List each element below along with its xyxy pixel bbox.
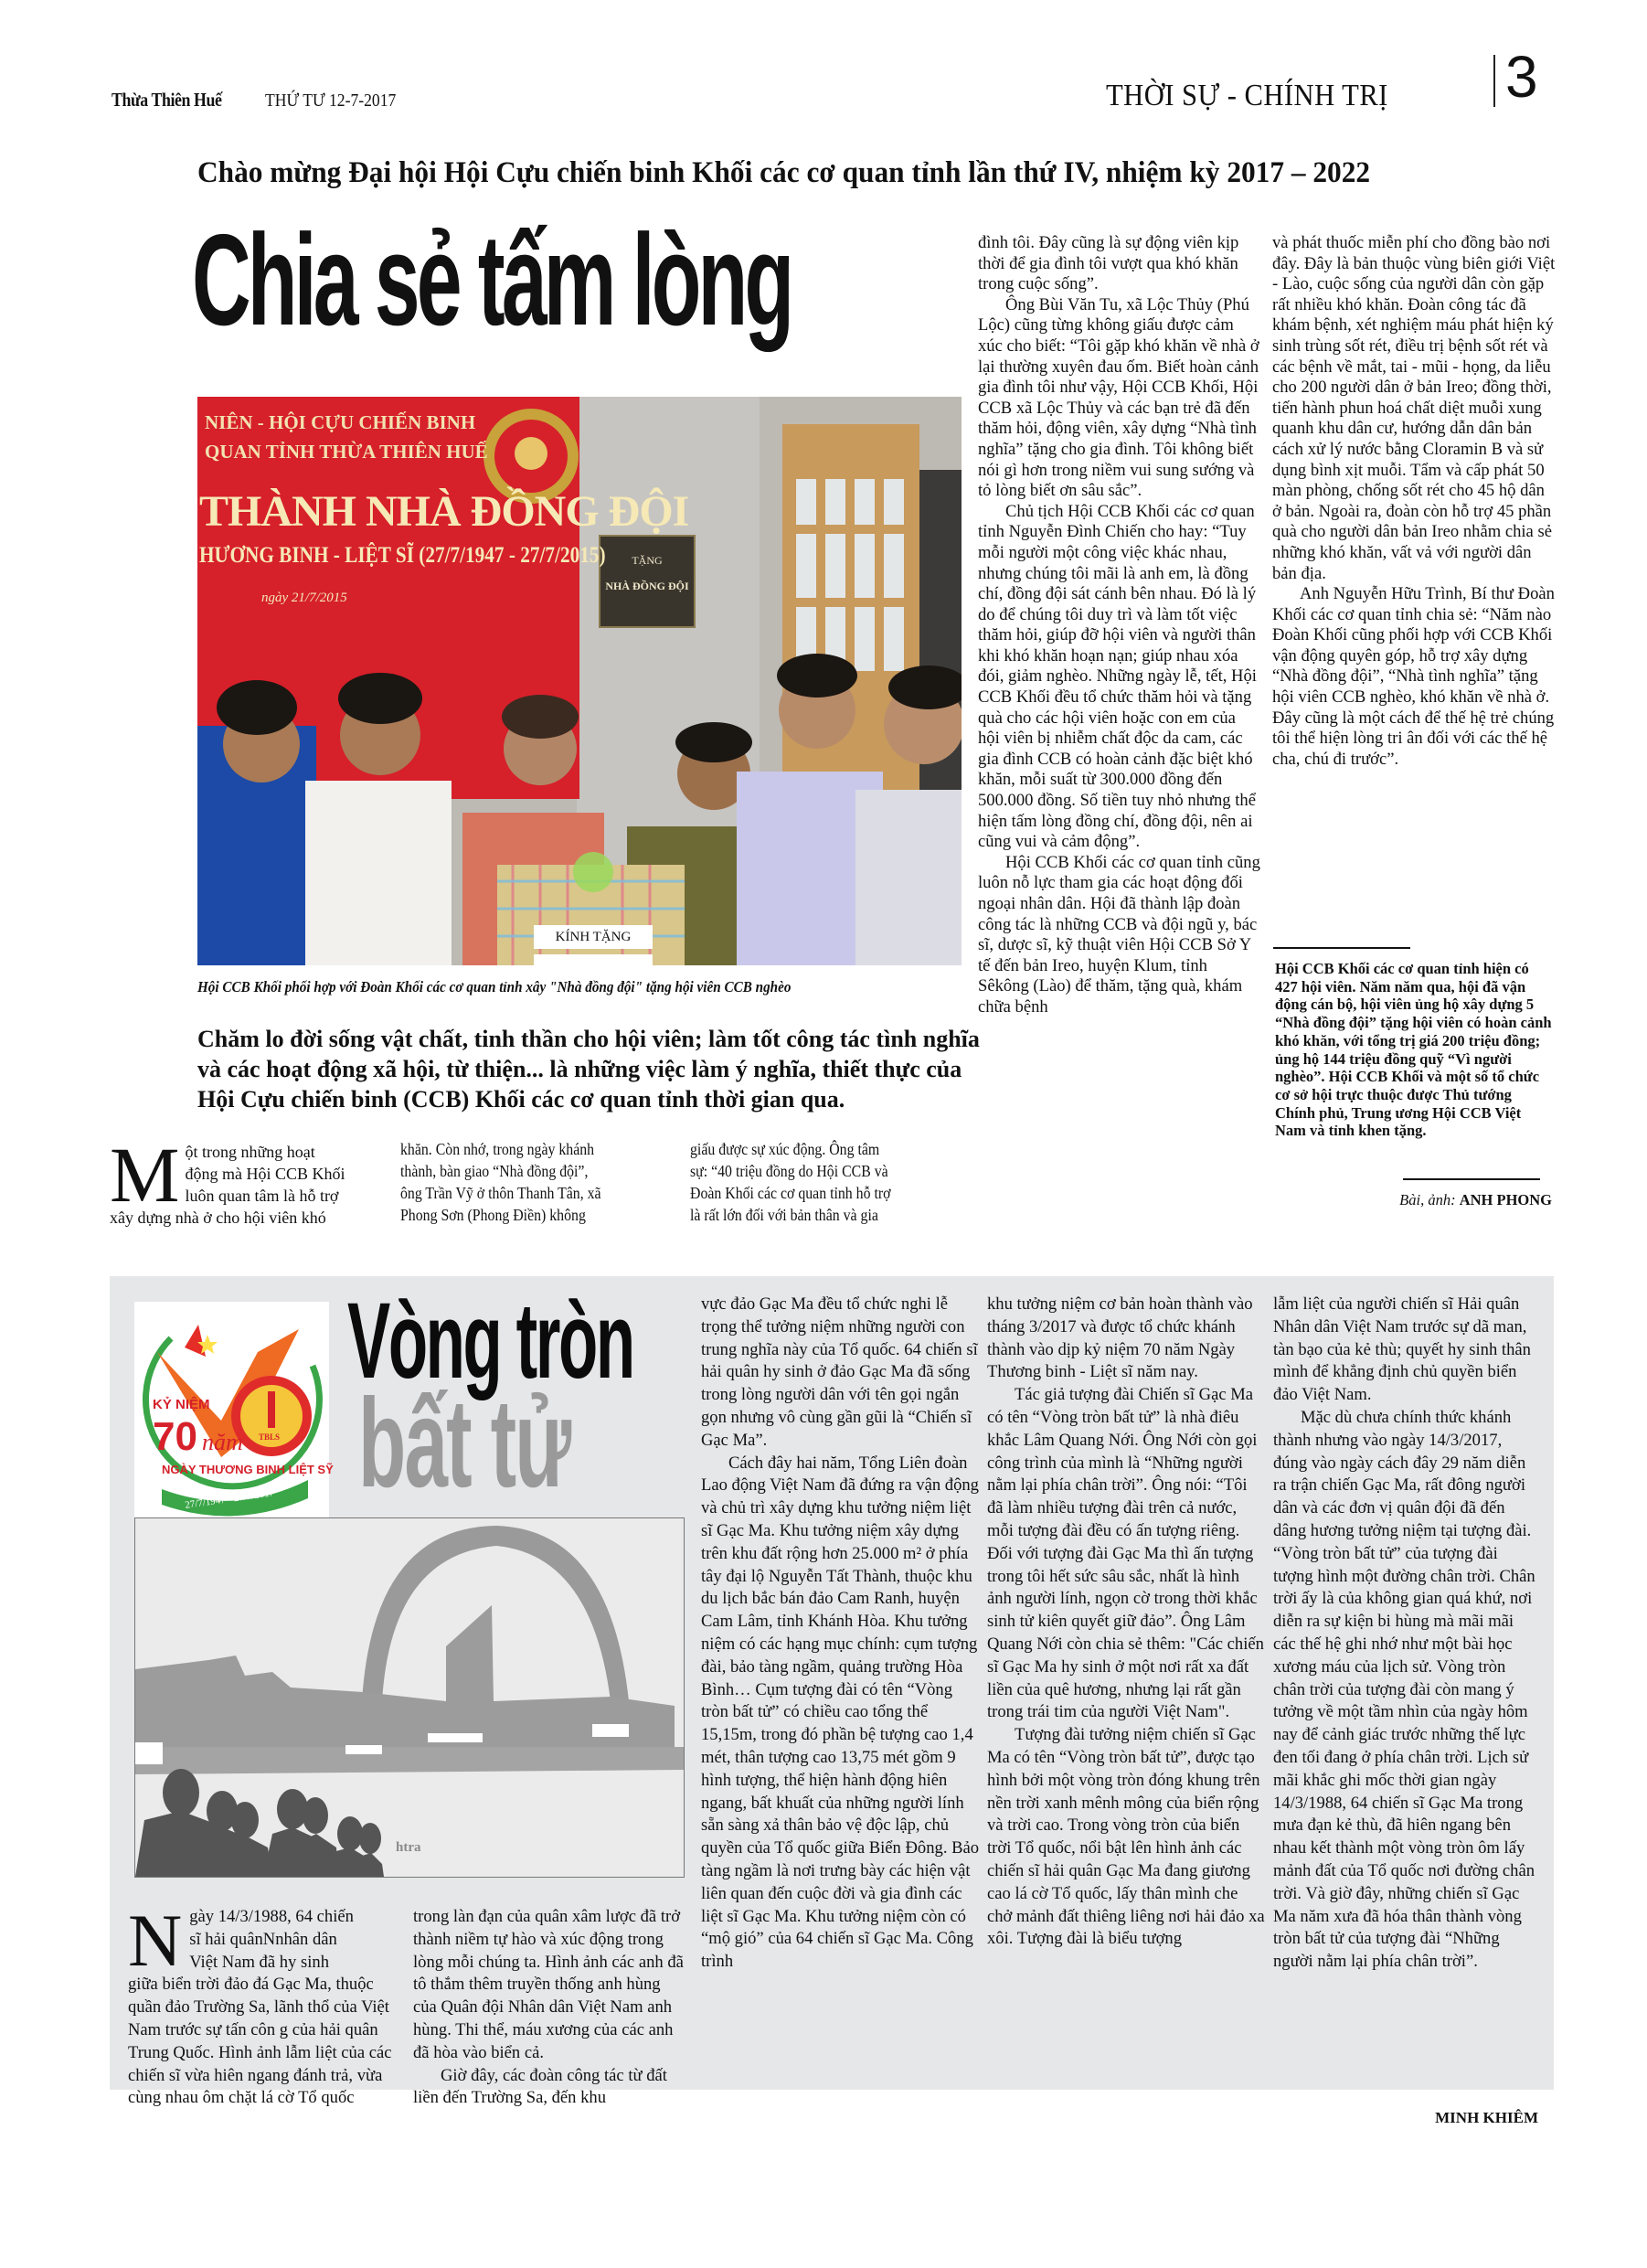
paragraph: trong làn đạn của quân xâm lược đã trở thành niềm tự hào và xúc động trong lòng mỗi chúng ta. Hình ảnh các anh đã tô thắm thêm truyền thống anh hùng của Quân đội Nhân dân Việt Nam anh hùng. Thi thể, máu xương của các anh đã hòa vào biển cả. (413, 1907, 684, 2062)
plaque-main: NHÀ ĐỒNG ĐỘI (605, 580, 689, 592)
article1-body-col1 (110, 1131, 411, 1229)
logo-dates: 27/7/1947 - 27/7/2017 (184, 1487, 275, 1511)
logo-line1: KỶ NIỆM (153, 1397, 210, 1412)
body-line: Đoàn Khối các cơ quan tỉnh hỗ trợ (690, 1184, 891, 1202)
article2-column-1 (128, 1899, 402, 2110)
paragraph: Chủ tịch Hội CCB Khối các cơ quan tỉnh Nguyễn Đình Chiến cho hay: “Tuy mỗi người một công việc khác nhau, nhưng chúng tôi mãi là anh em, là đồng chí, đồng đội sát cánh bên nhau. Đó là lý do để chúng tôi duy trì và làm tốt việc thăm hỏi, giúp đỡ hội viên và người thân khi khó khăn hoạn nạn; giúp nhau xóa đói, giảm nghèo. Những ngày lễ, tết, Hội CCB Khối đều tổ chức thăm hỏi và tặng quà cho các hội viên hoặc con em của hội viên bị nhiễm chất độc da cam, các gia đình CCB có hoàn cảnh đặc biệt khó khăn, mỗi suất từ 300.000 đồng đến 500.000 đồng. Số tiền tuy nhỏ nhưng thể hiện tấm lòng đồng chí, đồng đội, nên ai cũng vui và cảm động”. (978, 501, 1257, 852)
paragraph: lẫm liệt của người chiến sĩ Hải quân Nhân dân Việt Nam trước sự dã man, tàn bạo của kẻ thù; quyết hy sinh thân mình để khẳng định chủ quyền biển đảo Việt Nam. (1273, 1294, 1531, 1405)
plaque-top: TẶNG (632, 554, 663, 567)
article2-column-5 (1273, 1294, 1538, 1974)
article2-column-2 (413, 1906, 687, 2110)
article1-kicker: Chào mừng Đại hội Hội Cựu chiến binh Khối các cơ quan tỉnh lần thứ IV, nhiệm kỳ 2017 – 2022 (197, 156, 1371, 189)
article2-headline-line1: Vòng tròn (347, 1281, 633, 1401)
byline-label: Bài, ảnh: (1399, 1191, 1460, 1209)
section-title: THỜI SỰ - CHÍNH TRỊ (1106, 79, 1388, 112)
banner-line-2: QUAN TỈNH THỪA THIÊN HUẾ (205, 441, 488, 463)
gift-label: KÍNH TẶNG (534, 925, 653, 949)
article1-body-col3 (690, 1138, 891, 1226)
masthead: Thừa Thiên Huế (112, 89, 222, 111)
article1-column-a (978, 233, 1261, 1018)
article1-body-col2 (400, 1138, 601, 1226)
illustration-signature: htra (396, 1840, 421, 1855)
banner-date: ngày 21/7/2015 (261, 591, 347, 605)
body-line: Việt Nam đã hy sinh (189, 1952, 329, 1972)
body-line: động mà Hội CCB Khối (185, 1165, 345, 1183)
article1-photo (197, 397, 962, 965)
paragraph: Tác giả tượng đài Chiến sĩ Gạc Ma có tên “Vòng tròn bất tử” là nhà điêu khắc Lâm Quang Nới. Ông Nới còn gọi công trình của mình là “Những người nằm lại phía chân trời”. Ông nói: “Tôi đã làm nhiều tượng đài trên cả nước, mỗi tượng đài đều có ấn tượng riêng. Đối với tượng đài Gạc Ma thì ấn tượng trong tôi hết sức sâu sắc, nhất là hình ảnh người lính, ngọn cờ trong thời khắc sinh tử kiên quyết giữ đảo”. Ông Lâm Quang Nới còn chia sẻ thêm: "Các chiến sĩ Gạc Ma hy sinh ở một nơi rất xa đất liền của quê hương, nhưng lại rất gần trong trái tim của người Việt Nam". (987, 1385, 1264, 1722)
logo-unit: năm (202, 1429, 243, 1455)
header-divider (1493, 55, 1495, 107)
paragraph: đình tôi. Đây cũng là sự động viên kịp thời để gia đình tôi vượt qua khó khăn trong cuộc sống”. (978, 233, 1239, 294)
stats-sidebox: Hội CCB Khối các cơ quan tỉnh hiện có 427 hội viên. Năm năm qua, hội đã vận động cán bộ, hội viên ủng hộ xây dựng 5 “Nhà đồng đội” tặng hội viên có hoàn cảnh khó khăn, với tổng trị giá 200 triệu đồng; ủng hộ 144 triệu đồng quỹ “Vì người nghèo”. Hội CCB Khối và một số tổ chức cơ sở hội trực thuộc được Thủ tướng Chính phủ, Trung ương Hội CCB Việt Nam và tỉnh khen tặng. (1275, 960, 1552, 1140)
article1-byline (1261, 1191, 1552, 1209)
drop-cap-m: M (110, 1131, 180, 1219)
sidebox-rule-bottom (1403, 1178, 1540, 1180)
banner-line-4: HƯƠNG BINH - LIỆT SĨ (27/7/1947 - 27/7/2015) (199, 543, 606, 568)
article2-column-4 (987, 1294, 1266, 1951)
issue-date: THỨ TƯ 12-7-2017 (265, 91, 397, 111)
photo-caption: Hội CCB Khối phối hợp với Đoàn Khối các cơ quan tỉnh xây "Nhà đồng đội" tặng hội viên CCB nghèo (197, 978, 792, 996)
body-line: là rất lớn đối với bản thân và gia (690, 1206, 878, 1224)
article1-column-b (1272, 233, 1556, 770)
article2-column-3 (701, 1294, 980, 1974)
sidebox-rule-top (1273, 947, 1410, 949)
paragraph: Giờ đây, các đoàn công tác từ đất liền đến Trường Sa, đến khu (413, 2065, 667, 2108)
article1-lede: Chăm lo đời sống vật chất, tinh thần cho hội viên; làm tốt công tác tình nghĩa và các hoạt động xã hội, từ thiện... là những việc làm ý nghĩa, thiết thực của Hội Cựu chiến binh (CCB) Khối các cơ quan tỉnh thời gian qua. (197, 1026, 980, 1113)
byline-author: ANH PHONG (1459, 1191, 1552, 1209)
paragraph: Tượng đài tưởng niệm chiến sĩ Gạc Ma có tên “Vòng tròn bất tử”, được tạo hình bởi một vòng tròn đóng khung trên nền trời xanh mênh mông của biển rộng và trời cao. Trong vòng tròn của biển trời Tổ quốc, nổi bật lên hình ảnh các chiến sĩ hải quân Gạc Ma đang giương cao lá cờ Tổ quốc, lấy thân mình che chở mảnh đất thiêng liêng nơi hải đảo xa xôi. Tượng đài là biểu tượng (987, 1725, 1265, 1949)
article2-byline: MINH KHIÊM (1435, 2109, 1538, 2126)
paragraph: Cách đây hai năm, Tổng Liên đoàn Lao động Việt Nam đã đứng ra vận động và chủ trì xây dựng khu tưởng niệm liệt sĩ Gạc Ma. Khu tưởng niệm xây dựng trên khu đất rộng hơn 25.000 m² ở phía tây đại lộ Nguyễn Tất Thành, thuộc khu du lịch bắc bán đảo Cam Ranh, huyện Cam Lâm, tỉnh Khánh Hòa. Khu tưởng niệm có các hạng mục chính: cụm tượng đài, bảo tàng ngầm, quảng trường Hòa Bình… Cụm tượng đài có tên “Vòng tròn bất tử” có chiều cao tổng thể 15,15m, trong đó phần bệ tượng cao 1,4 mét, thân tượng cao 13,75 mét gồm 9 hình tượng, thể hiện hành động hiên ngang, bất khuất của những người lính sẵn sàng xả thân bảo vệ độc lập, chủ quyền của Tổ quốc giữa Biển Đông. Bảo tàng ngầm là nơi trưng bày các hiện vật liên quan đến cuộc đời và gia đình các liệt sĩ Gạc Ma. Khu tưởng niệm còn có “mộ gió” của 64 chiến sĩ Gạc Ma. Công trình (701, 1453, 980, 1972)
body-line: gày 14/3/1988, 64 chiến (189, 1907, 354, 1926)
body-line: sự: “40 triệu đồng do Hội CCB và (690, 1162, 888, 1180)
body-line: luôn quan tâm là hỗ trợ (185, 1187, 339, 1205)
body-line: giấu được sự xúc động. Ông tâm (690, 1140, 880, 1158)
illustration-scene (135, 1518, 684, 1877)
paragraph: vực đảo Gạc Ma đều tổ chức nghi lễ trọng thể tưởng niệm những người con trung nghĩa này của Tổ quốc. 64 chiến sĩ hải quân hy sinh ở đảo Gạc Ma đã sống trong lòng người dân với tên gọi ngắn gọn nhưng vô cùng gần gũi là “Chiến sĩ Gạc Ma”. (701, 1294, 978, 1450)
paragraph: Hội CCB Khối các cơ quan tỉnh cũng luôn nỗ lực tham gia các hoạt động đối ngoại nhân dân. Hội đã thành lập đoàn công tác là những CCB và đội ngũ y, bác sĩ, dược sĩ, kỹ thuật viên Hội CCB Sở Y tế đến bản Ireo, huyện Klum, tỉnh Sêkông (Lào) để thăm, tặng quà, khám chữa bệnh (978, 852, 1260, 1017)
logo-line2: NGÀY THƯƠNG BINH LIỆT SỸ (162, 1463, 334, 1476)
banner-line-3: THÀNH NHÀ ĐỒNG ĐỘI (199, 487, 689, 536)
body-line: xây dựng nhà ở cho hội viên khó (110, 1209, 326, 1227)
page-number: 3 (1505, 44, 1538, 110)
memorial-illustration (134, 1517, 685, 1878)
anniversary-logo (134, 1302, 334, 1530)
paragraph: giữa biển trời đảo đá Gạc Ma, thuộc quần đảo Trường Sa, lãnh thổ của Việt Nam trước sự tấn côn g của hải quân Trung Quốc. Hình ảnh lẫm liệt của các chiến sĩ vừa hiên ngang đánh trả, vừa cùng nhau ôm chặt lá cờ Tổ quốc (128, 1975, 392, 2108)
body-line: khăn. Còn nhớ, trong ngày khánh (400, 1140, 595, 1158)
body-line: Phong Sơn (Phong Điền) không (400, 1206, 586, 1224)
paragraph: Ông Bùi Văn Tu, xã Lộc Thủy (Phú Lộc) cũng từng không giấu được cảm xúc cho biết: “Tôi gặp khó khăn về nhà ở lại thường xuyên đau ốm. Biết hoàn cảnh gia đình tôi như vậy, Hội CCB Khối, Hội CCB xã Lộc Thủy và các bạn trẻ đã đến thăm hỏi, động viên, xây dựng “Nhà tình nghĩa” tặng cho gia đình. Tôi không biết nói gì hơn trong niềm vui sung sướng và tỏ lòng biết ơn sâu sắc”. (978, 294, 1259, 501)
logo-emblem: TBLS (259, 1432, 281, 1442)
body-line: sĩ hải quânNnhân dân (189, 1929, 337, 1949)
paragraph: khu tưởng niệm cơ bản hoàn thành vào tháng 3/2017 và được tổ chức khánh thành vào dịp kỷ niệm 70 năm Ngày Thương binh - Liệt sĩ năm nay. (987, 1294, 1253, 1382)
banner-line-1: NIÊN - HỘI CỰU CHIẾN BINH (205, 411, 476, 433)
paragraph: và phát thuốc miễn phí cho đồng bào nơi đây. Đây là bản thuộc vùng biên giới Việt - Lào, cuộc sống của người dân còn gặp rất nhiều khó khăn. Đoàn công tác đã khám bệnh, xét nghiệm máu phát hiện ký sinh trùng sốt rét, điều trị bệnh sốt rét và các bệnh về mắt, tai - mũi - họng, da liễu cho 200 người dân ở bản Ireo; đồng thời, tiến hành phun hoá chất diệt muỗi xung quanh khu dân cư, hướng dẫn dân bản cách xử lý nước bằng Cloramin B và sử dụng bình xịt muỗi. Tẩm và cấp phát 50 màn phòng, chống sốt rét cho 45 hộ dân ở bản. Ngoài ra, đoàn còn hỗ trợ 45 phần quà cho người dân bản Ireo nhằm chia sẻ những khó khăn, vất vả với người dân bản địa. (1272, 233, 1556, 583)
logo-number: 70 (153, 1414, 197, 1459)
drop-cap-n: N (128, 1899, 183, 1982)
body-line: ột trong những hoạt (185, 1143, 315, 1161)
article2-headline-line2: bất tử (358, 1373, 570, 1514)
photo-scene (197, 397, 962, 965)
paragraph: Anh Nguyễn Hữu Trình, Bí thư Đoàn Khối các cơ quan tỉnh chia sẻ: “Năm nào Đoàn Khối cũng phối hợp với CCB Khối vận động quyên góp, hỗ trợ xây dựng “Nhà đồng đội”, “Nhà tình nghĩa” tặng hội viên CCB nghèo, khó khăn về nhà ở. Đây cũng là một cách để thế hệ trẻ chúng tôi thể hiện lòng tri ân đối với các thế hệ cha, chú đi trước”. (1272, 584, 1555, 769)
article1-headline: Chia sẻ tấm lòng (192, 208, 792, 353)
body-line: thành, bàn giao “Nhà đồng đội”, (400, 1162, 589, 1180)
body-line: ông Trần Vỹ ở thôn Thanh Tân, xã (400, 1184, 601, 1202)
paragraph: Mặc dù chưa chính thức khánh thành nhưng vào ngày 14/3/2017, đúng vào ngày cách đây 29 năm diễn ra trận chiến Gạc Ma, rất đông người dân và các đơn vị quân đội đã đến dâng hương tưởng niệm tại tượng đài. “Vòng tròn bất tử” của tượng đài tượng hình một đường chân trời. Chân trời ấy là của không gian quá khứ, nơi diễn ra sự kiện bi hùng mà mãi mãi các thế hệ ghi nhớ như một bài học xương máu của lịch sử. Vòng tròn chân trời của tượng đài còn mang ý tưởng về một tầm nhìn của ngày hôm nay để cảnh giác trước những thế lực đen tối đang ở phía chân trời. Lịch sử mãi khắc ghi mốc thời gian ngày 14/3/1988, 64 chiến sĩ Gạc Ma trong mưa đạn kẻ thù, đã hiên ngang bên nhau kết thành một vòng tròn ôm lấy mảnh đất của Tổ quốc nơi đường chân trời. Và giờ đây, những chiến sĩ Gạc Ma năm xưa đã hóa thân thành vòng tròn bất tử của tượng đài “Những người nằm lại phía chân trời”. (1273, 1407, 1535, 1972)
